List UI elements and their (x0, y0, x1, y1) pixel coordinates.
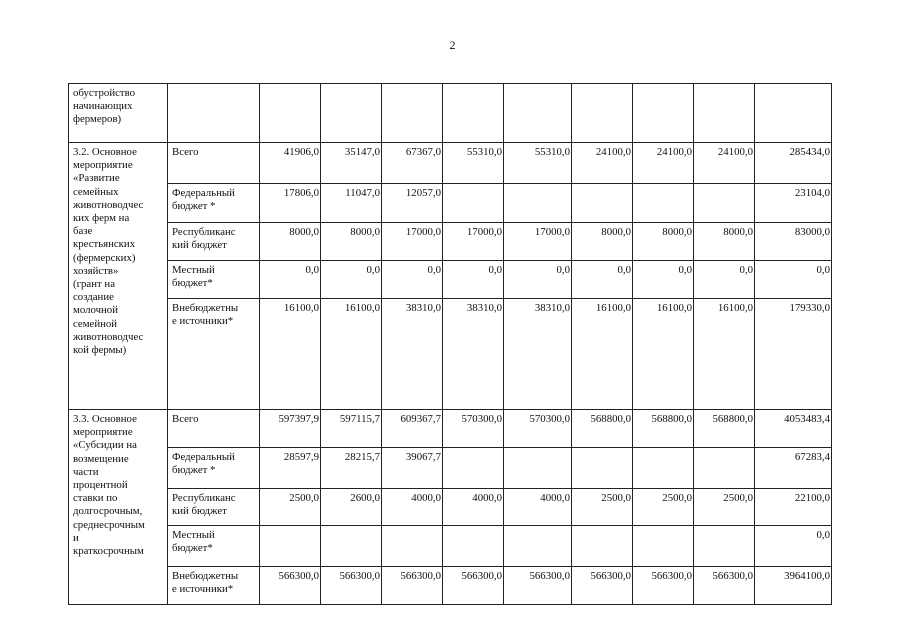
text-line: кий бюджет (172, 505, 227, 518)
value-cell (504, 184, 572, 223)
value-cell (260, 526, 321, 567)
total-value-cell: 179330,0 (755, 299, 832, 410)
value-cell: 67367,0 (382, 143, 443, 184)
value-cell: 24100,0 (694, 143, 755, 184)
empty-cell (260, 84, 321, 143)
empty-cell (504, 84, 572, 143)
funding-source-cell (168, 410, 260, 448)
table-body (69, 84, 832, 605)
text-line: долгосрочным, (73, 505, 143, 518)
value-cell: 17000,0 (382, 223, 443, 261)
table-row (69, 184, 832, 223)
value-cell (572, 448, 633, 489)
value-cell (443, 526, 504, 567)
value-cell: 8000,0 (321, 223, 382, 261)
table-row (69, 567, 832, 605)
total-value-cell: 0,0 (755, 526, 832, 567)
value-cell: 566300,0 (504, 567, 572, 605)
value-cell: 11047,0 (321, 184, 382, 223)
event-name-cell (69, 410, 168, 605)
value-cell: 8000,0 (633, 223, 694, 261)
value-cell: 568800,0 (633, 410, 694, 448)
event-name-cell (69, 143, 168, 410)
value-cell: 41906,0 (260, 143, 321, 184)
text-line: бюджет* (172, 277, 213, 290)
value-cell (321, 526, 382, 567)
value-cell (694, 526, 755, 567)
value-cell: 566300,0 (633, 567, 694, 605)
text-line: Федеральный (172, 451, 235, 463)
text-line: фермеров) (73, 113, 122, 126)
text-line: части (73, 465, 99, 478)
table-row (69, 448, 832, 489)
text-line: 3.3. Основное (73, 413, 137, 425)
funding-source-cell (168, 184, 260, 223)
value-cell: 2500,0 (694, 489, 755, 526)
text-line: 3.2. Основное (73, 146, 137, 158)
text-line: животноводчес (73, 198, 144, 211)
value-cell: 28597,9 (260, 448, 321, 489)
empty-cell (755, 84, 832, 143)
text-line: мероприятие (73, 159, 133, 172)
value-cell: 0,0 (443, 261, 504, 299)
value-cell: 38310,0 (443, 299, 504, 410)
text-line: Федеральный (172, 187, 235, 199)
value-cell: 2500,0 (260, 489, 321, 526)
empty-cell (633, 84, 694, 143)
value-cell (382, 526, 443, 567)
text-line: Местный (172, 529, 215, 541)
value-cell: 16100,0 (321, 299, 382, 410)
total-value-cell: 67283,4 (755, 448, 832, 489)
total-value-cell: 23104,0 (755, 184, 832, 223)
value-cell (633, 526, 694, 567)
table-row (69, 489, 832, 526)
text-line: создание (73, 291, 114, 304)
text-line: среднесрочным (73, 518, 145, 531)
value-cell (572, 184, 633, 223)
text-line: базе (73, 225, 93, 238)
text-line: обустройство (73, 87, 136, 99)
funding-table (68, 83, 832, 605)
value-cell: 8000,0 (260, 223, 321, 261)
value-cell (694, 448, 755, 489)
empty-cell (321, 84, 382, 143)
text-line: семейных (73, 185, 119, 198)
text-line: Всего (172, 413, 199, 425)
value-cell: 0,0 (382, 261, 443, 299)
value-cell: 4000,0 (443, 489, 504, 526)
text-line: Внебюджетны (172, 570, 239, 582)
value-cell: 16100,0 (694, 299, 755, 410)
value-cell: 4000,0 (504, 489, 572, 526)
table-row (69, 84, 832, 143)
value-cell: 566300,0 (572, 567, 633, 605)
text-line: Внебюджетны (172, 302, 239, 314)
text-line: е источники* (172, 315, 234, 328)
value-cell: 566300,0 (443, 567, 504, 605)
funding-source-cell (168, 489, 260, 526)
value-cell: 2500,0 (633, 489, 694, 526)
table-row (69, 299, 832, 410)
empty-cell (694, 84, 755, 143)
funding-source-cell (168, 299, 260, 410)
text-line: молочной (73, 304, 118, 317)
value-cell: 16100,0 (260, 299, 321, 410)
value-cell (504, 448, 572, 489)
value-cell: 609367,7 (382, 410, 443, 448)
total-value-cell: 83000,0 (755, 223, 832, 261)
funding-source-cell (168, 567, 260, 605)
text-line: мероприятие (73, 426, 133, 439)
value-cell: 568800,0 (694, 410, 755, 448)
value-cell: 597115,7 (321, 410, 382, 448)
value-cell: 24100,0 (572, 143, 633, 184)
text-line: и (73, 531, 79, 544)
value-cell: 566300,0 (321, 567, 382, 605)
table-row (69, 410, 832, 448)
text-line: (грант на (73, 278, 115, 291)
value-cell: 8000,0 (694, 223, 755, 261)
empty-cell (168, 84, 260, 143)
value-cell: 12057,0 (382, 184, 443, 223)
value-cell: 16100,0 (633, 299, 694, 410)
table-row (69, 261, 832, 299)
funding-source-cell (168, 143, 260, 184)
value-cell (504, 526, 572, 567)
table-row (69, 143, 832, 184)
value-cell: 0,0 (694, 261, 755, 299)
value-cell: 597397,9 (260, 410, 321, 448)
text-line: Республиканс (172, 226, 236, 238)
value-cell: 0,0 (572, 261, 633, 299)
text-line: кий бюджет (172, 239, 227, 252)
text-line: краткосрочным (73, 545, 144, 558)
value-cell: 2500,0 (572, 489, 633, 526)
text-line: (фермерских) (73, 251, 136, 264)
empty-cell (382, 84, 443, 143)
value-cell: 55310,0 (443, 143, 504, 184)
value-cell: 566300,0 (260, 567, 321, 605)
value-cell: 568800,0 (572, 410, 633, 448)
value-cell: 570300,0 (443, 410, 504, 448)
text-line: Всего (172, 146, 199, 158)
value-cell: 24100,0 (633, 143, 694, 184)
text-line: «Субсидии на (73, 439, 137, 452)
value-cell (694, 184, 755, 223)
empty-cell (572, 84, 633, 143)
funding-source-cell (168, 526, 260, 567)
total-value-cell: 3964100,0 (755, 567, 832, 605)
value-cell: 17000,0 (504, 223, 572, 261)
value-cell: 570300,0 (504, 410, 572, 448)
text-line: Местный (172, 264, 215, 276)
value-cell: 39067,7 (382, 448, 443, 489)
value-cell: 0,0 (321, 261, 382, 299)
funding-source-cell (168, 261, 260, 299)
value-cell (572, 526, 633, 567)
total-value-cell: 285434,0 (755, 143, 832, 184)
table-row (69, 223, 832, 261)
value-cell: 16100,0 (572, 299, 633, 410)
text-line: крестьянских (73, 238, 136, 251)
text-line: е источники* (172, 583, 234, 596)
value-cell (633, 448, 694, 489)
value-cell: 0,0 (633, 261, 694, 299)
text-line: Республиканс (172, 492, 236, 504)
value-cell: 38310,0 (504, 299, 572, 410)
value-cell: 0,0 (504, 261, 572, 299)
value-cell: 17806,0 (260, 184, 321, 223)
value-cell: 4000,0 (382, 489, 443, 526)
text-line: ких ферм на (73, 212, 130, 225)
empty-cell (443, 84, 504, 143)
text-line: «Развитие (73, 172, 120, 185)
text-line: процентной (73, 479, 128, 492)
value-cell: 28215,7 (321, 448, 382, 489)
text-line: бюджет* (172, 542, 213, 555)
event-name-cell (69, 84, 168, 143)
text-line: семейной (73, 317, 118, 330)
value-cell: 35147,0 (321, 143, 382, 184)
text-line: начинающих (73, 100, 133, 113)
text-line: животноводчес (73, 330, 144, 343)
value-cell (633, 184, 694, 223)
total-value-cell: 0,0 (755, 261, 832, 299)
text-line: кой фермы) (73, 344, 127, 357)
table-row (69, 526, 832, 567)
value-cell: 2600,0 (321, 489, 382, 526)
text-line: ставки по (73, 492, 118, 505)
text-line: хозяйств» (73, 264, 119, 277)
total-value-cell: 4053483,4 (755, 410, 832, 448)
value-cell: 566300,0 (694, 567, 755, 605)
funding-source-cell (168, 223, 260, 261)
total-value-cell: 22100,0 (755, 489, 832, 526)
value-cell (443, 448, 504, 489)
value-cell: 55310,0 (504, 143, 572, 184)
value-cell: 8000,0 (572, 223, 633, 261)
value-cell: 38310,0 (382, 299, 443, 410)
page-number: 2 (449, 38, 456, 52)
funding-source-cell (168, 448, 260, 489)
value-cell: 566300,0 (382, 567, 443, 605)
value-cell (443, 184, 504, 223)
value-cell: 0,0 (260, 261, 321, 299)
value-cell: 17000,0 (443, 223, 504, 261)
text-line: возмещение (73, 452, 129, 465)
text-line: бюджет * (172, 464, 216, 477)
text-line: бюджет * (172, 200, 216, 213)
